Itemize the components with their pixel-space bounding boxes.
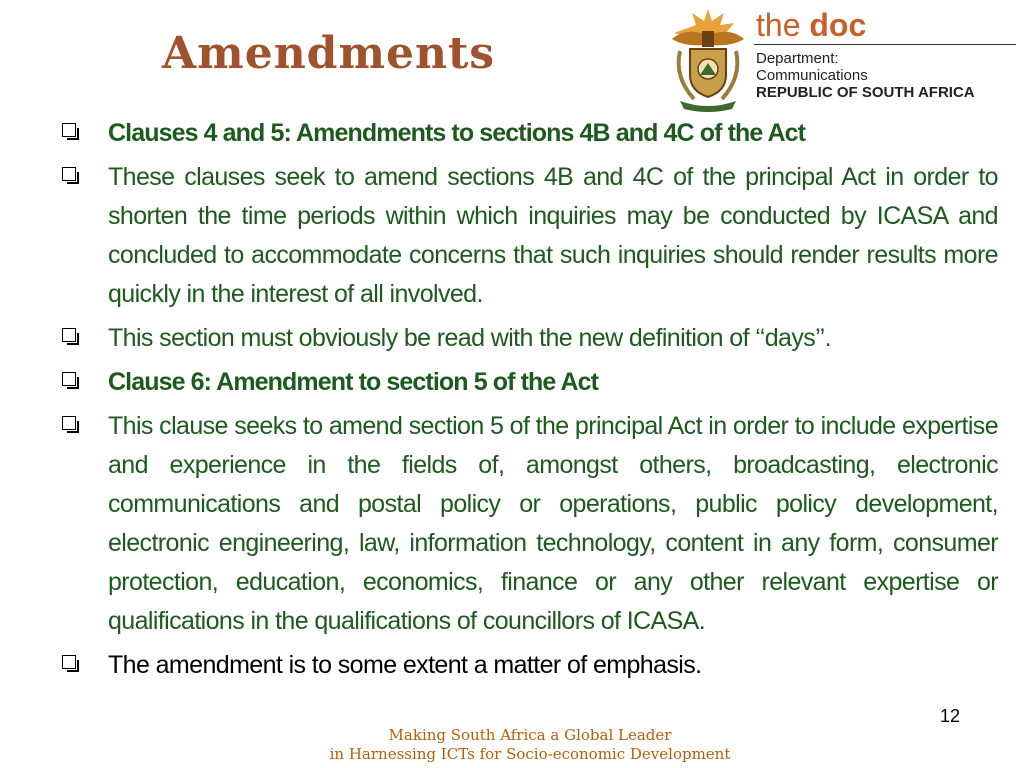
bullet-text: The amendment is to some extent a matter of emphasis. — [108, 651, 702, 679]
page-number: 12 — [940, 706, 961, 726]
slide-title: Amendments — [162, 28, 496, 79]
bullet-item — [62, 158, 998, 314]
coat-of-arms-icon — [666, 5, 750, 113]
bullet-text: These clauses seek to amend sections 4B and 4C of the principal Act in order to shorten the time periods within which inquiries may be conducted by ICASA and concluded to accommodate concerns that such inquiries should render results more quickly in the interest of all involved. — [108, 163, 998, 308]
bullet-item — [62, 407, 998, 641]
checkbox-square-icon — [62, 655, 76, 669]
dept-line-2: Communications — [756, 67, 868, 84]
bullet-item — [62, 646, 998, 685]
footer-tagline — [240, 726, 820, 764]
footer-line-1: Making South Africa a Global Leader — [388, 726, 672, 744]
brand-doc: doc — [809, 7, 867, 43]
bullet-list — [62, 114, 998, 690]
brand-the: the — [756, 7, 801, 43]
dept-line-3: REPUBLIC OF SOUTH AFRICA — [756, 84, 975, 101]
brand-wordmark — [756, 9, 866, 41]
bullet-item — [62, 319, 998, 358]
bullet-text: This section must obviously be read with the new definition of ‘‘days’’. — [108, 324, 831, 352]
department-logo — [666, 5, 1018, 113]
bullet-text: Clauses 4 and 5: Amendments to sections 4B and 4C of the Act — [108, 119, 806, 147]
bullet-text: Clause 6: Amendment to section 5 of the Act — [108, 368, 599, 396]
checkbox-square-icon — [62, 123, 76, 137]
bullet-text: This clause seeks to amend section 5 of the principal Act in order to include expertise and experience in the fields of, amongst others, broadcasting, electronic communications and postal policy or operations, public policy development, electronic engineering, law, information technology, content in any form, consumer protection, education, economics, finance or any other relevant expertise or qualifications in the qualifications of councillors of ICASA. — [108, 412, 998, 635]
department-name — [756, 50, 1016, 101]
footer-line-2: in Harnessing ICTs for Socio-economic Development — [329, 745, 731, 763]
checkbox-square-icon — [62, 328, 76, 342]
bullet-item — [62, 114, 998, 153]
dept-line-1: Department: — [756, 50, 839, 67]
checkbox-square-icon — [62, 372, 76, 386]
bullet-item — [62, 363, 998, 402]
logo-divider — [754, 44, 1016, 45]
checkbox-square-icon — [62, 416, 76, 430]
checkbox-square-icon — [62, 167, 76, 181]
